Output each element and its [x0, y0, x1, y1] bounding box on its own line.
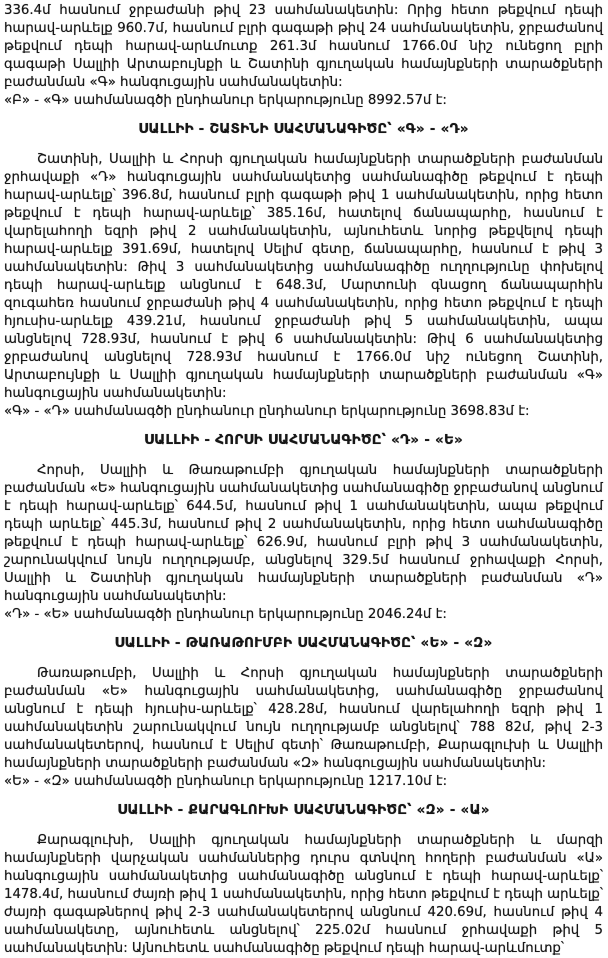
- boundary-paragraph-e-z: Թառաթումբի, Սալլիի և Հորսի գյուղական համայնքների տարածքների բաժանման «Ե» հանգուցային սահմանակետից, սահմանագիծը ջրբաժանով անցնում է դեպի հյուսիս-արևելք՝ 428.28մ, հասնում վարելահողի եզրի թիվ 1 սահմանակետին շարունակվում նույն ուղղությամբ անցնելով՝ 788 82մ, թիվ 2-3 սահմանակետերով, հասնում է Սելիմ գետի՝ Թառաթումբի, Քարագլուխի և Սալլիի համայնքների տարածքների բաժանման «Զ» հանգուցային սահմանակետին:: [4, 666, 603, 771]
- boundary-paragraph-g-d: Շատինի, Սալլիի և Հորսի գյուղական համայնքների տարածքների բաժանման ջրհավաքի «Դ» հանգուցային սահմանակետից սահմանագիծը թեքվում է դեպի հարավ-արևելք՝ 396.8մ, հասնում բլրի գագաթի թիվ 1 սահմանակետին, որից հետո թեքվում է դեպի հարավ-արևելք՝ 385.16մ, հատելով ճանապարհը, հասնում է վարելահողի եզրի թիվ 2 սահմանակետին, այնուհետև նորից թեքվելով դեպի հարավ-արևելք 391.69մ, հատելով Սելիմ գետը, ճանապարհը, հասնում է թիվ 3 սահմանակետին: Թիվ 3 սահմանակետից սահմանագիծը ուղղությունը փոխելով դեպի հարավ-արևելք անցնում է 648.3մ, Մարտունի գնացող ճանապարհին զուգահեռ հասնում ջրբաժանի թիվ 4 սահմանակետին, որից հետո թեքվում է դեպի հյուսիս-արևելք 439.21մ, հասնում ջրբաժանի թիվ 5 սահմանակետին, ապա անցնելով 728.93մ, հասնում է թիվ 6 սահմանակետին: Թիվ 6 սահմանակետից ջրբաժանով անցնելով 728.93մ հասնում է 1766.0մ նիշ ունեցող Շատինի, Արտաբույնքի և Սալլիի գյուղական համայնքների տարածքների բաժանման «Գ» հանգուցային սահմանակետին:: [4, 152, 603, 401]
- boundary-length-line-g-d: «Գ» - «Դ» սահմանագծի ընդհանուր ընդհանուր երկարությունը 3698.83մ է:: [4, 404, 530, 419]
- section-heading-salli-karaglukh: ՍԱԼԼԻԻ - ՔԱՐԱԳԼՈՒԽԻ ՍԱՀՄԱՆԱԳԻԾԸ՝ «Զ» - «Ա»: [117, 802, 490, 818]
- section-heading-salli-taratumb: ՍԱԼԼԻԻ - ԹԱՌԱԹՈՒՄԲԻ ՍԱՀՄԱՆԱԳԻԾԸ՝ «Ե» - «Զ»: [114, 635, 493, 651]
- boundary-length-line-b-g: «Բ» - «Գ» սահմանագծի ընդհանուր երկարությունը 8992.57մ է:: [4, 93, 447, 108]
- boundary-length-line-e-z: «Ե» - «Զ» սահմանագծի ընդհանուր երկարությունը 1217.10մ է:: [4, 774, 448, 789]
- boundary-length-line-d-e: «Դ» - «Ե» սահմանագծի ընդհանուր երկարությունը 2046.24մ է:: [4, 607, 447, 622]
- continuation-paragraph-b-g: 336.4մ հասնում ջրբաժանի թիվ 23 սահմանակետին: Որից հետո թեքվում դեպի հարավ-արևելք 960.7մ, հասնում բլրի գագաթի թիվ 24 սահմանակետին, ջրբաժանով թեքվում դեպի հարավ-արևմուտք 261.3մ հասնում 1766.0մ նիշ ունեցող բլրի գագաթի Սալլիի Արտաբույնքի և Շատինի գյուղական համայնքների տարածքների բաժանման «Գ» հանգուցային սահմանակետին:: [4, 3, 603, 90]
- section-heading-salli-shatin: ՍԱԼԼԻԻ - ՇԱՏԻՆԻ ՍԱՀՄԱՆԱԳԻԾԸ՝ «Գ» - «Դ»: [138, 121, 469, 137]
- section-heading-salli-hors: ՍԱԼԼԻԻ - ՀՈՐՍԻ ՍԱՀՄԱՆԱԳԻԾԸ՝ «Դ» - «Ե»: [143, 432, 464, 448]
- boundary-paragraph-z-a: Քարագլուխի, Սալլիի գյուղական համայնքների տարածքների և մարզի համայնքների վարչական սահմաններից դուրս գտնվող հողերի բաժանման «Ա» հանգուցային սահմանակետից սահմանագիծը անցնում է դեպի հարավ-արևելք՝ 1478.4մ, հասնում ժայռի թիվ 1 սահմանակետին, որից հետո թեքվում է դեպի արևելք՝ ժայռի գագաթներով թիվ 2-3 սահմանակետերով անցնում 420.69մ, հասնում թիվ 4 սահմանակետը, այնուհետև անցնելով՝ 225.02մ հասնում ջրհավաքի թիվ 5 սահմանակետին: Այնուհետև սահմանագիծը թեքվում դեպի հարավ-արևմուտք՝: [4, 833, 603, 956]
- boundary-paragraph-d-e: Հորսի, Սալլիի և Թառաթումբի գյուղական համայնքների տարածքների բաժանման «Ե» հանգուցային սահմանակետից սահմանագիծը ջրբաժանով անցնում է դեպի հարավ-արևելք՝ 644.5մ, հասնում թիվ 1 սահմանակետին, ապա թեքվում դեպի արևելք՝ 445.3մ, հասնում թիվ 2 սահմանակետին, որից հետո սահմանագիծը թեքվում է դեպի հարավ-արևելք՝ 626.9մ, հասնում բլրի թիվ 3 սահմանակետին, շարունակվում նույն ուղղությամբ, անցնելով 329.5մ հասնում ջրհավաքի Հորսի, Սալլիի և Շատինի գյուղական համայնքների տարածքների բաժանման «Դ» հանգուցային սահմանակետին:: [4, 463, 603, 604]
